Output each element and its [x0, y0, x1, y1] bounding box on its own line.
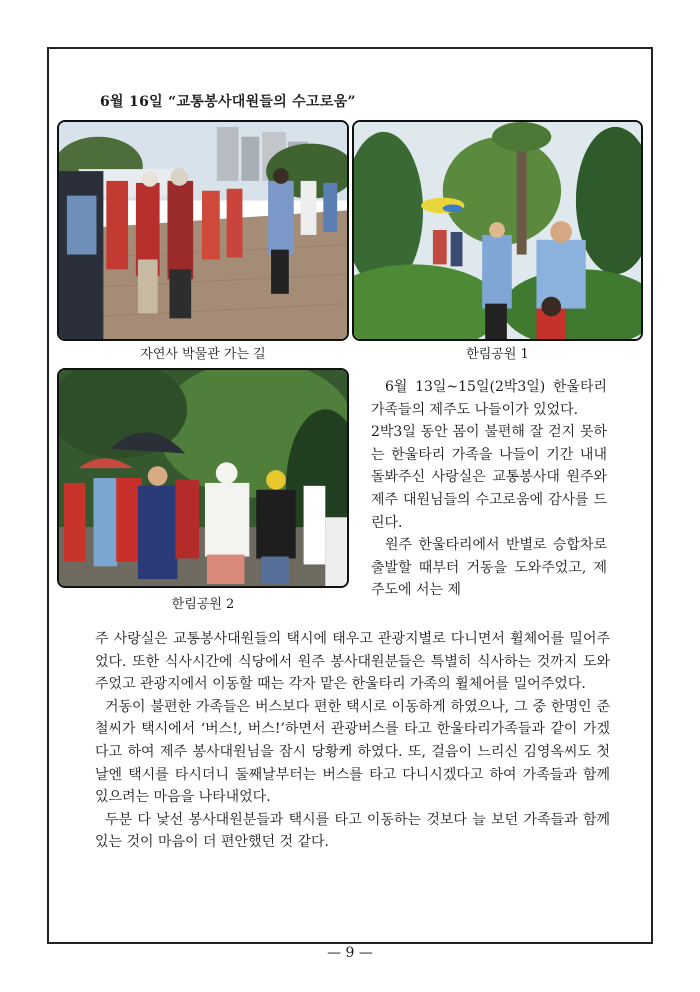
- body-text: [95, 628, 610, 854]
- caption-photo-hallim-park-2: 한림공원 2: [171, 597, 235, 612]
- paragraph: 6월 13일~15일(2박3일) 한울타리 가족들의 제주도 나들이가 있었다.: [371, 379, 607, 418]
- page-heading: 6월 16일 “교통봉사대원들의 수고로움”: [100, 94, 356, 110]
- page-number: — 9 —: [327, 945, 373, 961]
- photo-hallim-park-2: [57, 368, 349, 588]
- right-column-text: [371, 376, 607, 602]
- paragraph: 원주 한울타리에서 반별로 승합차로 출발할 때부터 거동을 도와주었고, 제주도에 서는 제: [371, 537, 607, 599]
- caption-photo-hallim-park-1: 한림공원 1: [466, 347, 529, 362]
- paragraph: 거동이 불편한 가족들은 버스보다 편한 택시로 이동하게 하였으나, 그 중 한명인 준철씨가 택시에서 ‘버스!, 버스!’하면서 관광버스를 타고 한울타리가족들과 같이 가겠다고 하여 제주 봉사대원님을 잠시 당황케 하였다. 또, 걸음이 느리신 김영옥씨도 첫날엔 택시를 타시더니 둘째날부터는 버스를 타고 다니시겠다고 하여 가족들과 함께 있으려는 마음을 나타내었다.: [95, 698, 610, 806]
- paragraph: 주 사랑실은 교통봉사대원들의 택시에 태우고 관광지별로 다니면서 휠체어를 밀어주었다. 또한 식사시간에 식당에서 원주 봉사대원분들은 특별히 식사하는 것까지 도와주었고 관광지에서 이동할 때는 각자 맡은 한울타리 가족의 휠체어를 밀어주었다.: [95, 631, 610, 693]
- paragraph: 2박3일 동안 몸이 불편해 잘 걷지 못하는 한울타리 가족을 나들이 기간 내내 돌봐주신 사랑실은 교통봉사대 원주와 제주 대원님들의 수고로움에 감사를 드린다.: [371, 424, 607, 531]
- paragraph: 두분 다 낯선 봉사대원분들과 택시를 타고 이동하는 것보다 늘 보던 가족들과 함께 있는 것이 마음이 더 편안했던 것 같다.: [95, 811, 610, 851]
- caption-photo-museum-walk: 자연사 박물관 가는 길: [140, 347, 266, 362]
- photo-museum-walk: [57, 120, 349, 341]
- photo-hallim-park-1: [352, 120, 643, 341]
